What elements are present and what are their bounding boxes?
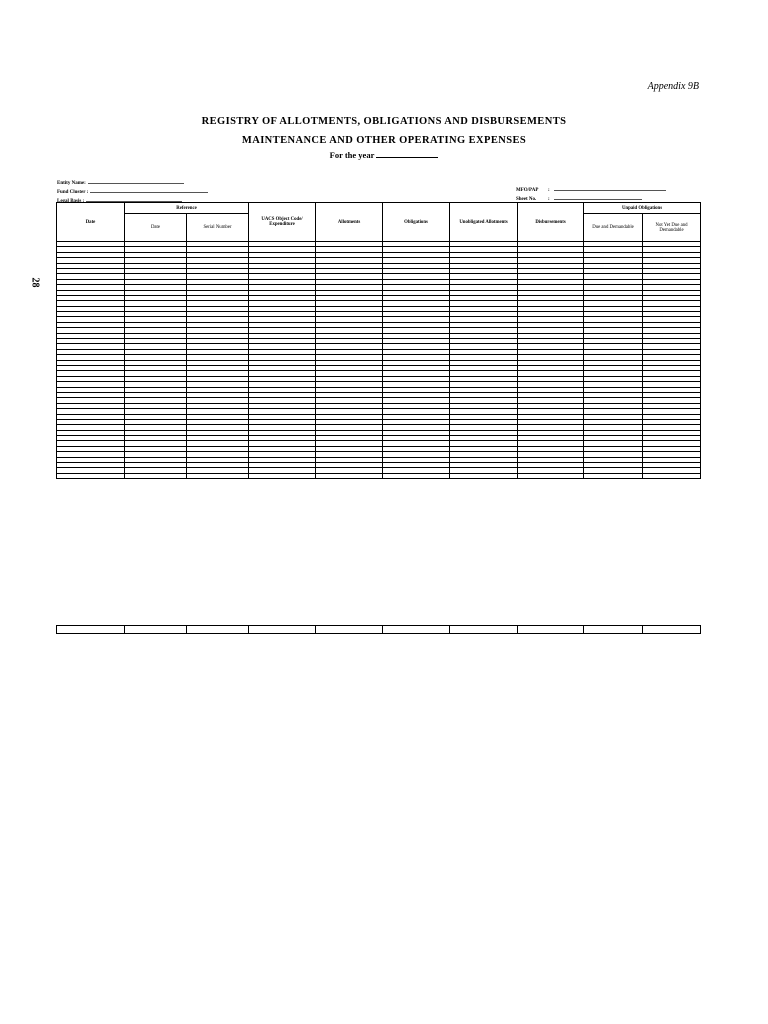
totals-cell[interactable] <box>584 626 643 634</box>
table-cell[interactable] <box>316 473 383 478</box>
header-date: Date <box>57 203 125 242</box>
table-cell[interactable] <box>57 473 125 478</box>
totals-row <box>57 626 701 634</box>
header-obligations: Obligations <box>383 203 450 242</box>
header-unobligated: Unobligated Allotments <box>450 203 518 242</box>
totals-cell[interactable] <box>57 626 125 634</box>
header-uacs: UACS Object Code/ Expenditure <box>249 203 316 242</box>
totals-cell[interactable] <box>316 626 383 634</box>
totals-cell[interactable] <box>249 626 316 634</box>
table-cell[interactable] <box>125 473 187 478</box>
mfo-pap-blank <box>554 185 666 191</box>
header-disbursements: Disbursements <box>518 203 584 242</box>
totals-row-table <box>56 625 701 634</box>
entity-name-label: Entity Name: <box>57 181 86 186</box>
expense-class-title: MAINTENANCE AND OTHER OPERATING EXPENSES <box>241 135 527 146</box>
sheet-no-blank <box>554 194 642 200</box>
totals-cell[interactable] <box>643 626 701 634</box>
totals-cell[interactable] <box>450 626 518 634</box>
year-label: For the year <box>329 150 375 160</box>
page-number: 28 <box>29 277 41 288</box>
header-ref-date: Date <box>125 214 187 242</box>
table-cell[interactable] <box>518 473 584 478</box>
totals-cell[interactable] <box>125 626 187 634</box>
appendix-label: Appendix 9B <box>647 81 699 92</box>
header-due: Due and Demandable <box>584 214 643 242</box>
sheet-no-label: Sheet No. <box>516 197 537 202</box>
mfo-pap-colon: : <box>548 188 550 193</box>
table-row <box>57 473 701 478</box>
header-serial-number: Serial Number <box>187 214 249 242</box>
header-allotments: Allotments <box>316 203 383 242</box>
totals-cell[interactable] <box>383 626 450 634</box>
totals-cell[interactable] <box>518 626 584 634</box>
fund-cluster-label: Fund Cluster : <box>57 190 89 195</box>
registry-body <box>57 242 701 479</box>
registry-table <box>56 202 701 479</box>
year-blank <box>376 149 438 158</box>
table-cell[interactable] <box>643 473 701 478</box>
entity-name-blank <box>88 178 184 184</box>
year-line <box>0 149 768 160</box>
table-cell[interactable] <box>187 473 249 478</box>
header-not-yet-due: Not Yet Due and Demandable <box>643 214 701 242</box>
fund-cluster-row <box>57 187 208 196</box>
legal-basis-label: Legal Basis : <box>57 199 85 204</box>
sheet-no-colon: : <box>548 197 550 202</box>
header-reference: Reference <box>125 203 249 214</box>
fund-cluster-blank <box>90 187 208 193</box>
header-unpaid: Unpaid Obligations <box>584 203 701 214</box>
registry-title: REGISTRY OF ALLOTMENTS, OBLIGATIONS AND DISBURSEMENTS <box>201 116 567 127</box>
meta-right <box>516 185 666 203</box>
table-cell[interactable] <box>584 473 643 478</box>
table-cell[interactable] <box>249 473 316 478</box>
mfo-pap-label: MFO/PAP <box>516 188 539 193</box>
mfo-pap-row <box>516 185 666 194</box>
entity-name-row <box>57 178 208 187</box>
table-cell[interactable] <box>450 473 518 478</box>
table-cell[interactable] <box>383 473 450 478</box>
totals-cell[interactable] <box>187 626 249 634</box>
meta-left <box>57 178 208 205</box>
